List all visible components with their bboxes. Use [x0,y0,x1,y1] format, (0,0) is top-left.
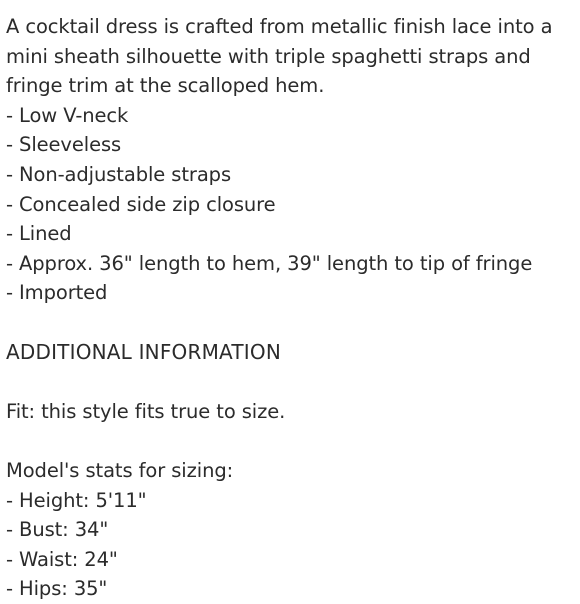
model-stat-item: - Height: 5'11" [6,488,147,512]
spacer [6,426,576,456]
description-line: mini sheath silhouette with triple spaghetti straps and [6,44,531,68]
model-stats-list [6,486,576,604]
fit-note: Fit: this style fits true to size. [6,399,286,423]
feature-item: - Imported [6,281,108,305]
feature-item: - Low V-neck [6,103,129,127]
model-stat-item: - Hips: 35" [6,577,108,601]
description-line: fringe trim at the scalloped hem. [6,74,325,98]
model-stat-item: - Waist: 24" [6,547,118,571]
additional-info-heading: ADDITIONAL INFORMATION [6,339,281,364]
description-line: A cocktail dress is crafted from metallic finish lace into a [6,15,553,38]
product-details [6,12,576,604]
model-stat-item: - Bust: 34" [6,518,109,542]
feature-item: - Approx. 36" length to hem, 39" length to tip of fringe [6,251,533,275]
feature-item: - Concealed side zip closure [6,192,276,216]
feature-list [6,101,576,308]
feature-item: - Sleeveless [6,133,122,157]
spacer [6,367,576,397]
feature-item: - Non-adjustable straps [6,162,232,186]
spacer [6,308,576,338]
model-stats-title: Model's stats for sizing: [6,458,234,482]
description-paragraph [6,12,576,101]
feature-item: - Lined [6,222,72,246]
